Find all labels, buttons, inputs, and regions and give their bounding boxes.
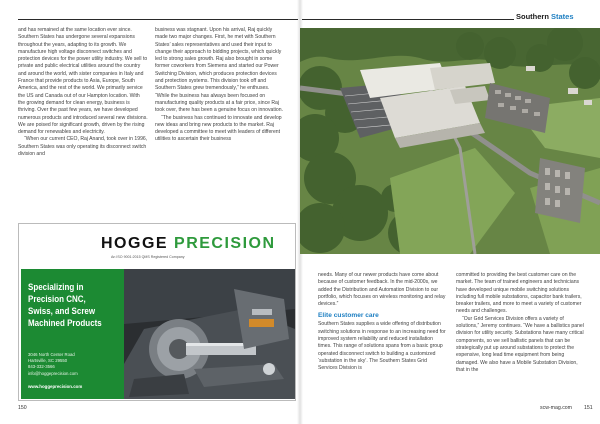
logo-word-hogge: HOGGE [101, 235, 175, 252]
article-column-2 [155, 27, 285, 144]
article-paragraph: Southern States supplies a wide offering of distribution switching solutions in response to an increasing need for improved system reliability and reduced installation times. This range of solutions spans from a basic group operated disconnect switch to building a customized ‘substation in the sky’. The Southern States Grid Services Division is [318, 321, 446, 372]
article-paragraph: committed to providing the best customer care on the market. The team of trained engineers and technicians have developed unique mobile switching solutions including full mobile substations, capacitor bank trailers, breaker trailers, and more to meet a variety of customer needs and challenges. [456, 272, 582, 315]
ad-email[interactable]: info@hoggeprecision.com [28, 370, 78, 376]
logo-word-precision: PRECISION [174, 235, 276, 252]
article-paragraph: business was stagnant. Upon his arrival, Raj quickly made two major changes. First, he met with Southern States’ sales representatives and used their input to change their approach to bidding projects, which quickly led to strong sales growth. Raj also brought in some former coworkers from Siemens and started our Power Switching Division, which produces protection devices and protection systems. This division took off and Southern States grew tremendously,” he enthuses. “While the business has always been focused on manufacturing quality products at a fair price, since Raj took over, there has been a genuine focus on innovation. [155, 27, 284, 114]
header-rule-left [18, 19, 298, 20]
article-paragraph: “Our Grid Services Division offers a variety of solutions,” Jeremy continues. “We have a ballistics panel division for utility security. Substations have many critical components, so we sell ballistic panels that can be strategically put up around substations to protect the expensive, long lead time equipment from being damaged. We also have a Mobile Substation Division, that in the [456, 315, 584, 373]
article-paragraph: “When our current CEO, Raj Anand, took over in 1996, Southern States was only operating its disconnect switch division and [18, 136, 148, 158]
article-paragraph: “The business has continued to innovate and develop new ideas and bring new products to the market. Raj developed a committee to meet with leaders of different utilities to ascertain their business [155, 114, 282, 143]
ad-headline: Specializing in Precision CNC, Swiss, and Screw Machined Products [28, 282, 102, 328]
aerial-facility-photo [300, 28, 600, 254]
ad-address-line: Hartsville, SC 29550 [28, 358, 68, 364]
ad-website-link[interactable]: www.hoggeprecision.com [28, 384, 83, 389]
subheading-elite-customer-care: Elite customer care [318, 312, 379, 320]
ad-address-line: 3046 North Center Road [28, 352, 75, 357]
ad-phone: 843-332-3566 [28, 364, 55, 370]
article-column-1 [18, 27, 148, 158]
section-title [516, 12, 574, 21]
ad-address [28, 352, 78, 377]
page-number-right: 151 [584, 405, 593, 411]
logo-subtitle: An ISO 9001:2015 QMS Registered Company [111, 255, 185, 259]
article-column-3 [318, 272, 446, 373]
ad-green-panel [21, 269, 124, 399]
article-column-4 [456, 272, 584, 374]
site-url[interactable]: scw-mag.com [540, 405, 572, 411]
ad-logo [101, 235, 276, 265]
page-number-left: 150 [18, 405, 27, 411]
section-title-word-2: States [551, 12, 574, 21]
cnc-machine-photo [124, 269, 295, 399]
article-paragraph: needs. Many of our newer products have come about because of customer feedback. In the mid-2000s, we added the Distribution and Automation Division to our portfolio, which focuses on wireless monitoring and relay devices.” [318, 272, 446, 308]
section-title-word-1: Southern [516, 12, 549, 21]
header-rule-right [302, 19, 514, 20]
article-paragraph: and has remained at the same location ever since. Southern States has undergone several expansions throughout the years, adapting to its growth. We manufacture high voltage disconnect switches and protection devices for the power utility industry. We sell to private and public electrical utilities around the country and around the world, with sister companies in Italy and France that provide products to Asia, Europe, South America, and the rest of the world. We primarily service the US and Canada out of our Hampton location. With the growing demand for clean energy, business is thriving. Over the past few years, we have developed numerous products and introduced several new divisions. We are poised for significant growth, driven by the rising demand for renewables and electricity. [18, 27, 148, 136]
advertisement[interactable] [18, 223, 296, 401]
